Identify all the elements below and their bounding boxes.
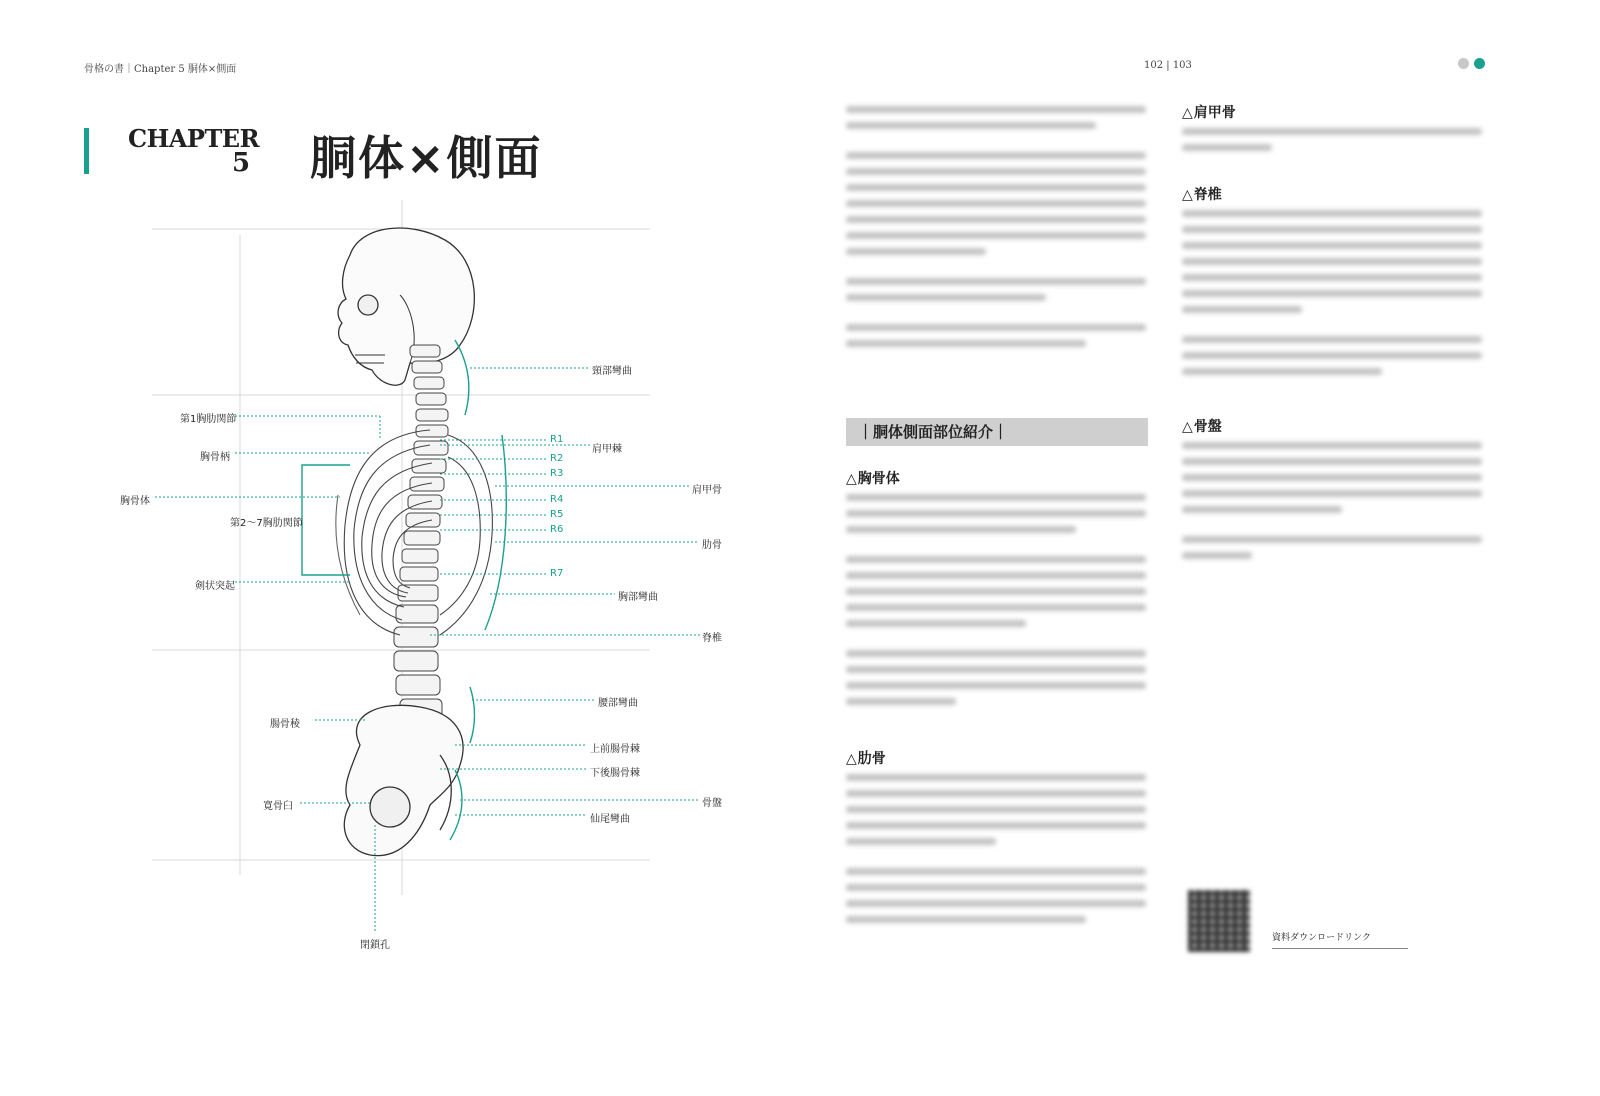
label-pis: 下後腸骨棘 xyxy=(590,768,640,779)
label-obturator-foramen: 閉鎖孔 xyxy=(360,940,390,951)
label-asis: 上前腸骨棘 xyxy=(590,744,640,755)
heading-sternum-body: △胸骨体 xyxy=(846,471,900,487)
label-sternocostal-joints-2-7: 第2～7胸肋関節 xyxy=(230,518,303,529)
triangle-icon: △ xyxy=(846,751,857,767)
triangle-icon: △ xyxy=(1182,419,1193,435)
skull xyxy=(338,228,474,385)
rib-label-r3: R3 xyxy=(550,468,564,479)
chapter-accent-bar xyxy=(84,128,89,174)
heading-ribs: △肋骨 xyxy=(846,751,886,767)
label-ribs: 肋骨 xyxy=(702,540,722,551)
heading-pelvis: △骨盤 xyxy=(1182,419,1222,435)
heading-scapula: △肩甲骨 xyxy=(1182,105,1236,121)
triangle-icon: △ xyxy=(1182,187,1193,203)
label-scapular-spine: 肩甲棘 xyxy=(592,444,622,455)
spine-text-blurred xyxy=(1182,210,1484,384)
triangle-icon: △ xyxy=(1182,105,1193,121)
rib-label-r2: R2 xyxy=(550,453,564,464)
label-iliac-crest: 腸骨稜 xyxy=(270,719,300,730)
triangle-icon: △ xyxy=(846,471,857,487)
rib-label-r4: R4 xyxy=(550,494,564,505)
rib-label-r6: R6 xyxy=(550,524,564,535)
pelvis xyxy=(344,705,463,855)
label-first-sternocostal-joint: 第1胸肋関節 xyxy=(180,414,237,425)
label-sternum-body: 胸骨体 xyxy=(120,496,150,507)
pelvis-text-blurred xyxy=(1182,442,1484,568)
running-header: 骨格の書｜Chapter 5 胴体×側面 xyxy=(84,64,237,75)
ribs-text-blurred xyxy=(846,774,1148,932)
download-link[interactable]: 資料ダウンロードリンク xyxy=(1272,933,1371,943)
chapter-number: 5 xyxy=(232,148,251,178)
label-scapula: 肩甲骨 xyxy=(692,485,722,496)
label-thoracic-curve: 胸部彎曲 xyxy=(618,592,658,603)
label-xiphoid-process: 剣状突起 xyxy=(195,581,235,592)
label-pelvis: 骨盤 xyxy=(702,798,722,809)
chapter-title: 胴体×側面 xyxy=(310,131,543,185)
page-dot-active xyxy=(1474,58,1485,69)
chapter-word: CHAPTER xyxy=(128,124,260,153)
label-spine: 脊椎 xyxy=(702,633,722,644)
sternum-text-blurred xyxy=(846,494,1148,714)
qr-code[interactable] xyxy=(1188,890,1250,952)
download-underline xyxy=(1272,948,1408,949)
label-manubrium: 胸骨柄 xyxy=(200,452,230,463)
scapula-text-blurred xyxy=(1182,128,1484,160)
label-cervical-curve: 頸部彎曲 xyxy=(592,366,632,377)
label-acetabulum: 寛骨臼 xyxy=(263,801,293,812)
rib-label-r5: R5 xyxy=(550,509,564,520)
page-dot-inactive xyxy=(1458,58,1469,69)
rib-label-r1: R1 xyxy=(550,434,564,445)
label-sacrococcygeal-curve: 仙尾彎曲 xyxy=(590,814,630,825)
heading-spine: △脊椎 xyxy=(1182,187,1222,203)
rib-label-r7: R7 xyxy=(550,568,564,579)
intro-text-blurred xyxy=(846,106,1148,356)
section-banner: ｜胴体側面部位紹介｜ xyxy=(846,418,1148,446)
label-lumbar-curve: 腰部彎曲 xyxy=(598,698,638,709)
page-numbers: 102 | 103 xyxy=(1144,60,1192,71)
